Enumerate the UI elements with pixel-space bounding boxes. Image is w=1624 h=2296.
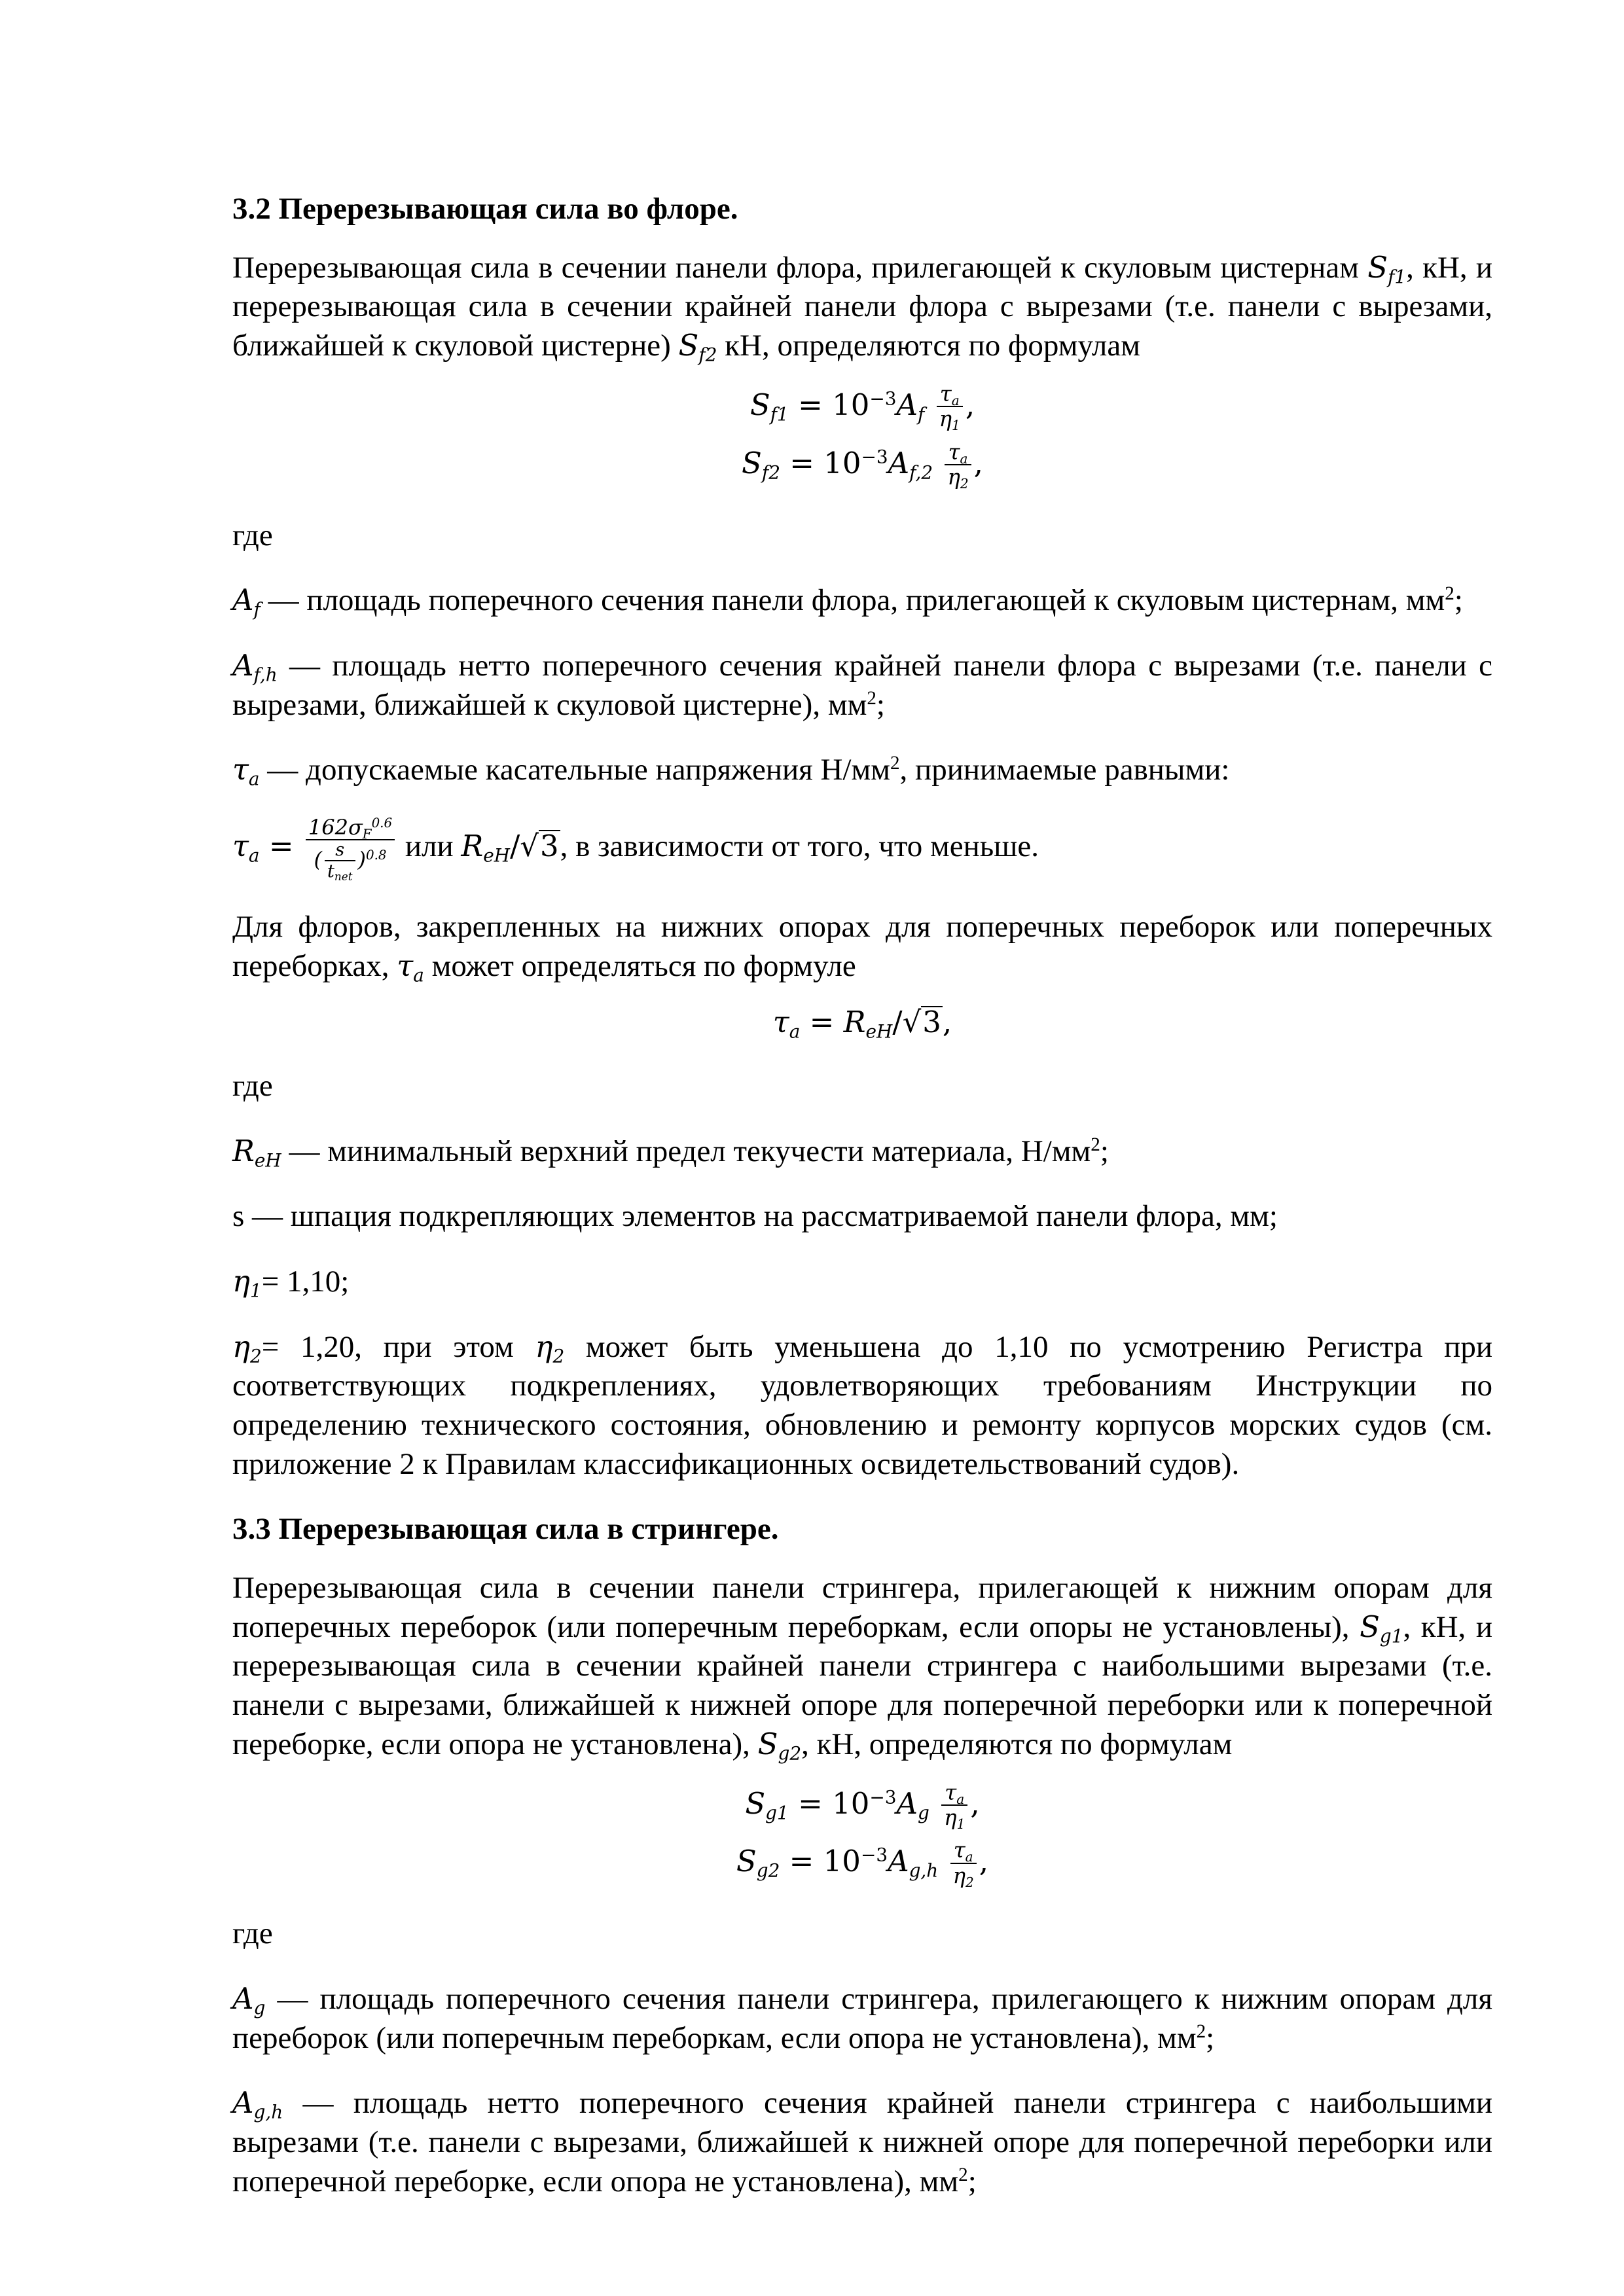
paragraph-floor-intro: Перерезывающая сила в сечении панели флора, прилегающей к скуловым цистернам $S_{f1}$, кН, и перерезывающая сила в сечении крайней панели флора с вырезами (т.е. панели с вырезами, ближайшей к скуловой цистерне) $S_{f2}$ кН, определяются по формулам xyxy=(232,249,1492,366)
definition-af: $A_f$ — площадь поперечного сечения панели флора, прилегающей к скуловым цистернам, $мм^2$; xyxy=(232,583,1463,620)
symbol-ag: $A_g$ xyxy=(232,1981,266,2019)
formula-tau-reh: $\tau_a = R_{eH}/√3$, xyxy=(772,1004,952,1043)
symbol-eta2: $\eta_2$ xyxy=(232,1329,262,1367)
fraction-tau-eta2-g: $\frac{\tau_a}{\eta_2}$ xyxy=(950,1839,977,1888)
symbol-sf1: $S_{f1}$ xyxy=(1367,249,1407,288)
symbol-sf2: $S_{f2}$ xyxy=(678,328,717,366)
where-label-2: где xyxy=(232,1068,273,1103)
definition-s: s — шпация подкрепляющих элементов на рассматриваемой панели флора, мм; xyxy=(232,1199,1278,1234)
formula-sf1: $S_{f1} = 10^{-3}A_f$ $\frac{\tau_a}{\eta_1}$ , xyxy=(749,381,975,434)
symbol-agh: $A_{g,h}$ xyxy=(232,2085,283,2123)
definition-afh: $A_{f,h}$ — площадь нетто поперечного сечения крайней панели флора с вырезами (т.е. панели с вырезами, ближайшей к скуловой цистерне), $мм^2$; xyxy=(232,647,1493,722)
where-label-3: где xyxy=(232,1916,273,1951)
paragraph-stringer-intro: Перерезывающая сила в сечении панели стрингера, прилегающей к нижним опорам для поперечных переборок (или поперечным переборкам, если опоры не установлены), $S_{g1}$, кН, и перерезывающая сила в сечении крайней панели стрингера с наибольшими вырезами (т.е. панели с вырезами, ближайшей к нижней опоре для поперечной переборки или к поперечной переборке, если опора не установлена), $S_{g2}$, кН, определяются по формулам xyxy=(232,1571,1492,1765)
definition-reh: $R_{eH}$ — минимальный верхний предел текучести материала, $Н/мм^2$; xyxy=(232,1133,1109,1171)
where-label: где xyxy=(232,518,273,552)
symbol-eta1: $\eta_1$ xyxy=(232,1263,262,1302)
formula-sf2: $S_{f2} = 10^{-3}A_{f,2}$ $\frac{\tau_a}{\eta_2}$ , xyxy=(742,439,983,492)
definition-agh: $A_{g,h}$ — площадь нетто поперечного сечения крайней панели стрингера с наибольшими вырезами (т.е. панели с вырезами, ближайшей к нижней опоре для поперечной переборки или поперечной переборке, если опора не установлена), $мм^2$; xyxy=(232,2085,1492,2198)
fraction-tau-eta1-g: $\frac{\tau_a}{\eta_1}$ xyxy=(941,1782,967,1831)
symbol-sg1: $S_{g1}$ xyxy=(1360,1609,1403,1647)
fraction-tau-eta2: $\frac{\tau_a}{\eta_2}$ xyxy=(945,441,971,490)
section-heading-3-3: 3.3 Перерезывающая сила в стрингере. xyxy=(232,1512,779,1547)
definition-eta2: $\eta_2= 1,20$, при этом $\eta_2$ может быть уменьшена до 1,10 по усмотрению Регистра при соответствующих подкреплениях, удовлетворяющих требованиям Инструкции по определению технического состояния, обновлению и ремонту корпусов морских судов (см. приложение 2 к Правилам классификационных освидетельствований судов). xyxy=(232,1329,1492,1481)
formula-sg1: $S_{g1} = 10^{-3}A_g$ $\frac{\tau_a}{\eta_1}$ , xyxy=(745,1780,980,1833)
section-heading-3-2: 3.2 Перерезывающая сила во флоре. xyxy=(232,192,738,226)
definition-tau: $\tau_a$ — допускаемые касательные напряжения $Н/мм^2$, принимаемые равными: xyxy=(232,752,1230,790)
symbol-tau-inline: $\tau_a$ xyxy=(397,948,424,986)
paragraph-floors-on-supports: Для флоров, закрепленных на нижних опорах для поперечных переборок или поперечных переборках, $\tau_a$ может определяться по формуле xyxy=(232,910,1492,986)
formula-sg2: $S_{g2} = 10^{-3}A_{g,h}$ $\frac{\tau_a}{\eta_2}$ , xyxy=(736,1838,989,1891)
fraction-tau-eta1: $\frac{\tau_a}{\eta_1}$ xyxy=(937,383,963,432)
symbol-af: $A_f$ xyxy=(232,583,261,620)
symbol-tau: $\tau_a$ xyxy=(232,752,260,790)
document-page xyxy=(232,190,1492,2227)
symbol-sg2: $S_{g2}$ xyxy=(757,1726,802,1765)
formula-tau-allowable: $\tau_a$ = $162\sigma_F^{0.6}$ ( $\frac{s}{t_{net}}$ )$^{0.8}$ или $R_{eH}/√3$, в зависимости от того, что меньше. xyxy=(232,815,1039,884)
definition-eta1: $\eta_1= 1,10$; xyxy=(232,1263,350,1302)
symbol-reh: $R_{eH}$ xyxy=(232,1133,281,1171)
definition-ag: $A_g$ — площадь поперечного сечения панели стрингера, прилегающего к нижним опорам для переборок (или поперечным переборкам, если опора не установлена), $мм^2$; xyxy=(232,1981,1492,2055)
fraction-tau-expression: $162\sigma_F^{0.6}$ ( $\frac{s}{t_{net}}$ )$^{0.8}$ xyxy=(306,816,395,882)
symbol-afh: $A_{f,h}$ xyxy=(232,647,278,686)
